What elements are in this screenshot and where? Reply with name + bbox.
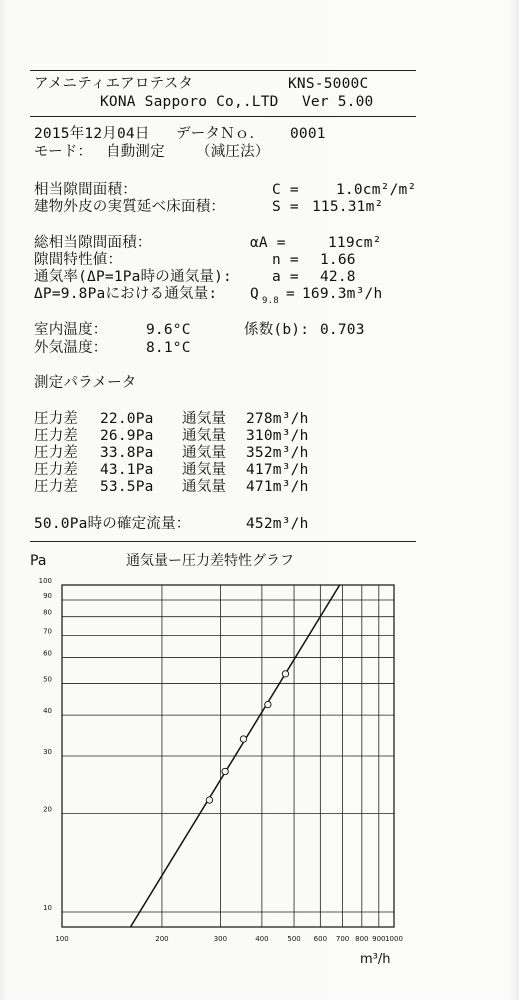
data-point [240,736,246,742]
param-flow: 417m³/h [246,462,309,478]
aa-value: 119cm² [328,235,382,251]
param-flow-label: 通気量 [182,479,227,495]
param-pressure: 26.9Pa [100,428,154,444]
device-name: アメニティエアロテスタ [34,76,194,92]
param-label: 圧力差 [34,462,79,478]
q-value: 169.3m³/h [302,286,383,302]
chart-rule [30,541,416,542]
c-symbol: C = [272,182,299,198]
a-label: 通気率(ΔP=1Pa時の通気量): [34,269,232,285]
c-label: 相当隙間面積： [34,182,137,198]
param-label: 圧力差 [34,411,79,427]
s-label: 建物外皮の実質延べ床面積： [34,199,226,215]
s-value: 115.31m² [312,199,384,215]
coef-label: 係数(b): [244,322,310,338]
top-rule [30,70,416,71]
y-tick-label: 70 [43,627,52,636]
chart-title: 通気量ー圧力差特性グラフ [126,553,294,569]
data-no: 0001 [290,126,326,142]
q-subscript: 9.8 [262,296,279,306]
param-flow-label: 通気量 [182,411,227,427]
chart-grid [62,585,394,927]
param-label: 圧力差 [34,445,79,461]
x-tick-label: 1000 [385,935,403,943]
a-symbol: a = [272,269,299,285]
x-tick-label: 300 [213,935,228,943]
y-axis-label: Pa [30,553,47,569]
y-tick-label: 40 [43,707,52,716]
indoor-temp-label: 室内温度： [34,322,108,338]
y-tick-label: 50 [43,675,52,684]
n-value: 1.66 [320,252,356,268]
data-point [222,768,228,774]
q-equals: = [286,286,295,302]
param-flow-label: 通気量 [182,428,227,444]
param-flow-label: 通気量 [182,462,227,478]
x-tick-label: 800 [355,935,369,943]
outdoor-temp-label: 外気温度： [34,340,108,356]
param-pressure: 53.5Pa [100,479,154,495]
y-tick-label: 30 [43,748,52,756]
param-flow-label: 通気量 [182,445,227,461]
mode-note: （減圧法） [196,144,270,160]
version: Ver 5.00 [302,94,374,110]
y-tick-label: 90 [43,591,52,600]
x-tick-label: 600 [313,935,328,943]
data-no-label: データＮｏ． [176,126,265,142]
outdoor-temp-value: 8.1°C [146,340,191,356]
confirmed-flow-value: 452m³/h [246,516,309,532]
params-heading: 測定パラメータ [34,375,137,391]
data-point [265,701,271,707]
company-name: KONA Sapporo Co,.LTD [100,94,279,110]
param-label: 圧力差 [34,428,79,444]
a-value: 42.8 [320,269,356,285]
x-tick-label: 500 [287,935,301,943]
header-rule [30,116,416,117]
x-tick-label: 200 [155,935,169,943]
c-value: 1.0cm²/m² [336,182,417,198]
data-point [282,671,288,677]
param-flow: 278m³/h [246,411,309,427]
param-flow: 310m³/h [246,428,309,444]
param-pressure: 33.8Pa [100,445,154,461]
model-number: KNS-5000C [288,76,369,92]
mode-value: 自動測定 [106,144,165,160]
param-flow: 471m³/h [246,479,309,495]
param-flow: 352m³/h [246,445,309,461]
aa-label: 総相当隙間面積： [34,235,152,251]
param-pressure: 22.0Pa [100,411,154,427]
coef-value: 0.703 [320,322,365,338]
y-tick-label: 80 [43,608,52,617]
x-tick-label: 900 [372,935,386,943]
s-symbol: S = [272,199,299,215]
y-tick-label: 20 [43,805,52,814]
x-axis-label: m³/h [360,952,391,965]
y-tick-label: 10 [43,904,52,913]
param-pressure: 43.1Pa [100,462,154,478]
n-label: 隙間特性値： [34,252,123,268]
test-date: 2015年12月04日 [34,126,150,142]
data-point [206,797,212,803]
q-symbol: Q [250,286,259,302]
aa-symbol: αA = [250,235,286,251]
indoor-temp-value: 9.6°C [146,322,191,338]
x-tick-label: 100 [55,935,69,943]
confirmed-flow-label: 50.0Pa時の確定流量： [34,516,191,532]
param-label: 圧力差 [34,479,79,495]
pressure-flow-chart [0,545,519,965]
y-tick-label: 100 [38,577,52,585]
n-symbol: n = [272,252,299,268]
q-label: ΔP=9.8Paにおける通気量: [34,286,218,302]
x-tick-label: 700 [335,935,350,943]
mode-label: モード： [34,144,93,160]
x-tick-label: 400 [255,935,269,943]
y-tick-label: 60 [43,649,52,658]
